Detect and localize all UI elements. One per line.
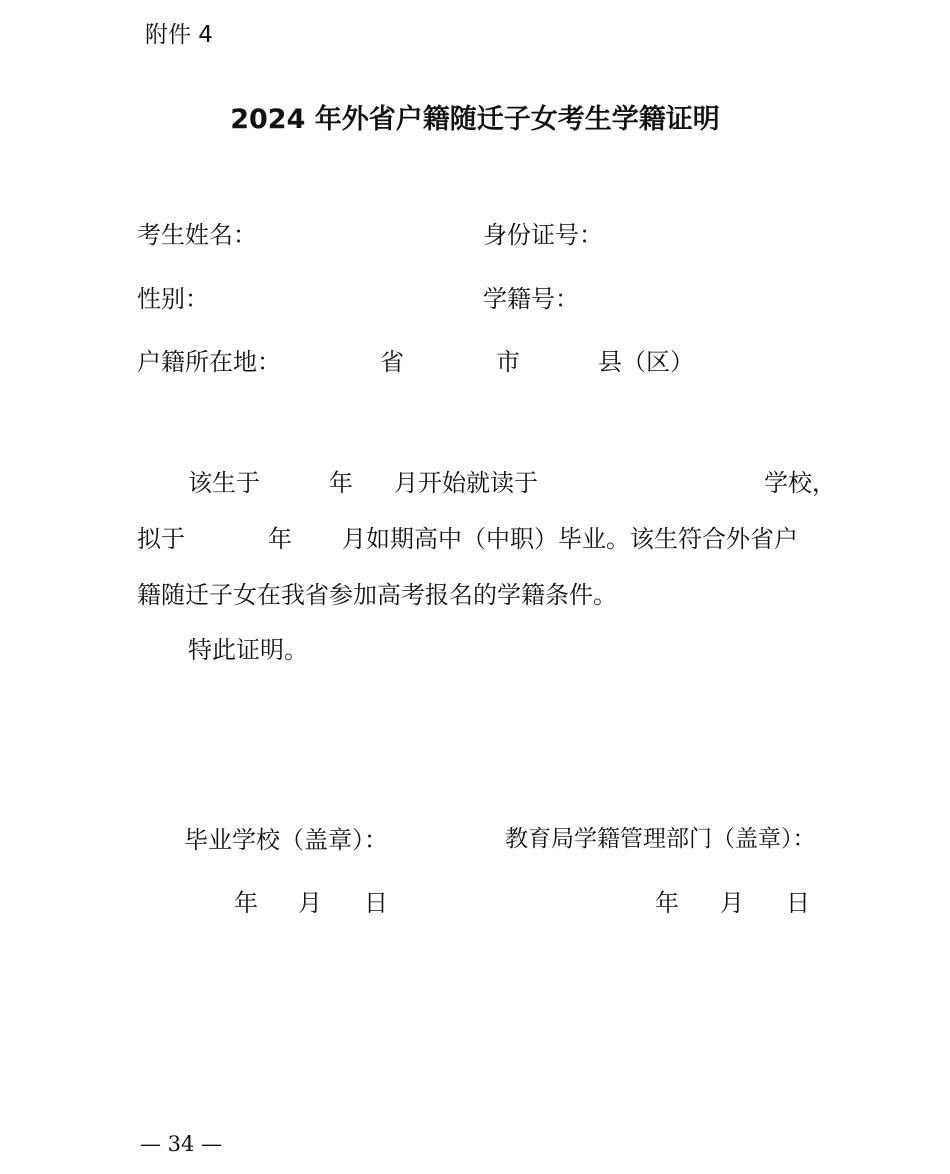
document-title: 2024 年外省户籍随迁子女考生学籍证明: [230, 104, 720, 135]
body-line2-rest: 月如期高中（中职）毕业。该生符合外省户: [342, 525, 798, 553]
school-seal-label: 毕业学校（盖章）：: [184, 826, 388, 854]
bureau-date-day: 日: [786, 889, 810, 917]
page-number: — 34 —: [140, 1132, 223, 1156]
household-label: 户籍所在地：: [137, 348, 281, 376]
bureau-date-year: 年: [655, 889, 679, 917]
body-line2-prefix: 拟于: [137, 525, 185, 553]
body-line1-year: 年: [329, 469, 353, 497]
attachment-label: 附件 4: [145, 22, 213, 48]
bureau-seal-label: 教育局学籍管理部门（盖章）：: [505, 826, 816, 852]
school-date-month: 月: [298, 889, 322, 917]
body-line3: 籍随迁子女在我省参加高考报名的学籍条件。: [137, 581, 617, 609]
certify-statement: 特此证明。: [188, 636, 308, 664]
student-number-label: 学籍号：: [483, 285, 579, 313]
id-number-label: 身份证号：: [483, 221, 603, 249]
body-line1-school: 学校，: [764, 469, 836, 497]
bureau-date-month: 月: [720, 889, 744, 917]
school-date-day: 日: [364, 889, 388, 917]
body-line1-month-start: 月开始就读于: [394, 469, 538, 497]
body-line2-year: 年: [268, 525, 292, 553]
county-label: 县（区）: [598, 348, 694, 376]
province-label: 省: [380, 348, 404, 376]
gender-label: 性别：: [137, 285, 209, 313]
school-date-year: 年: [234, 889, 258, 917]
body-line1-prefix: 该生于: [188, 469, 260, 497]
city-label: 市: [496, 348, 520, 376]
name-label: 考生姓名：: [137, 221, 257, 249]
